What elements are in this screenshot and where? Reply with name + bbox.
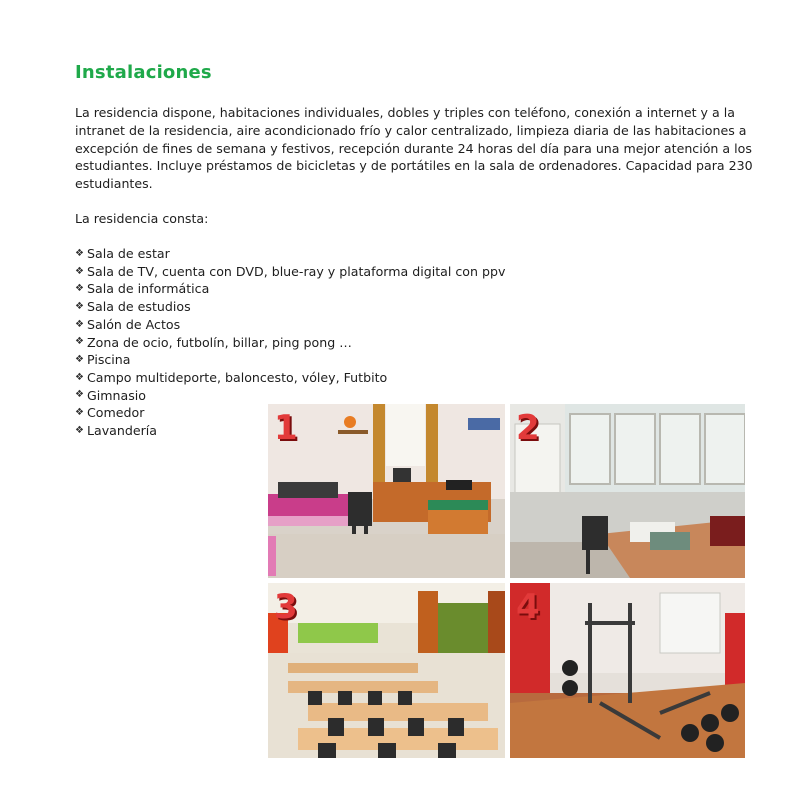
bullet-icon: ❖ [75, 318, 84, 330]
photo-gym [510, 583, 745, 758]
bullet-icon: ❖ [75, 389, 84, 401]
photo-office [510, 404, 745, 578]
list-item-label: Sala de TV, cuenta con DVD, blue-ray y plataforma digital con ppv [87, 263, 506, 279]
list-item-label: Piscina [87, 352, 131, 368]
dining-illustration [268, 583, 505, 758]
photo-number: 4 [516, 587, 540, 627]
bullet-icon: ❖ [75, 354, 84, 366]
bullet-icon: ❖ [75, 300, 84, 312]
list-item-label: Sala de informática [87, 281, 210, 297]
bullet-icon: ❖ [75, 424, 84, 436]
list-item [75, 369, 505, 387]
list-item-label: Campo multideporte, baloncesto, vóley, Futbito [87, 369, 388, 385]
bullet-icon: ❖ [75, 371, 84, 383]
photo-dining-room [268, 583, 505, 758]
bullet-icon: ❖ [75, 247, 84, 259]
bullet-icon: ❖ [75, 283, 84, 295]
bullet-icon: ❖ [75, 407, 84, 419]
photo-collage [268, 404, 745, 758]
list-item [75, 334, 505, 352]
bullet-icon: ❖ [75, 265, 84, 277]
list-item [75, 245, 505, 263]
list-item-label: Zona de ocio, futbolín, billar, ping pong … [87, 334, 352, 350]
list-item [75, 263, 505, 281]
list-item-label: Sala de estar [87, 246, 170, 261]
photo-number: 3 [274, 587, 298, 627]
list-item [75, 351, 505, 369]
list-item [75, 387, 505, 405]
photo-bedroom [268, 404, 505, 578]
list-item-label: Comedor [87, 405, 145, 421]
list-item [75, 316, 505, 334]
description-paragraph: La residencia dispone, habitaciones individuales, dobles y triples con teléfono, conexión a internet y a la intranet de la residencia, aire acondicionado frío y calor centralizado, limpieza diaria de las habitaciones a excepción de fines de semana y festivos, recepción durante 24 horas del día para una mejor atención a los estudiantes. Incluye préstamos de bicicletas y de portátiles en la sala de ordenadores. Capacidad para 230 estudiantes. [75, 105, 753, 192]
list-item [75, 298, 505, 316]
bedroom-illustration [268, 404, 505, 578]
list-item [75, 280, 505, 298]
gym-illustration [510, 583, 745, 758]
facilities-intro: La residencia consta: [75, 211, 209, 226]
list-item-label: Gimnasio [87, 387, 146, 403]
list-item-label: Lavandería [87, 423, 158, 439]
photo-number: 1 [274, 408, 298, 448]
list-item-label: Salón de Actos [87, 316, 181, 332]
office-illustration [510, 404, 745, 578]
bullet-icon: ❖ [75, 336, 84, 348]
page-title: Instalaciones [75, 62, 212, 83]
photo-number: 2 [516, 408, 540, 448]
list-item-label: Sala de estudios [87, 299, 191, 315]
